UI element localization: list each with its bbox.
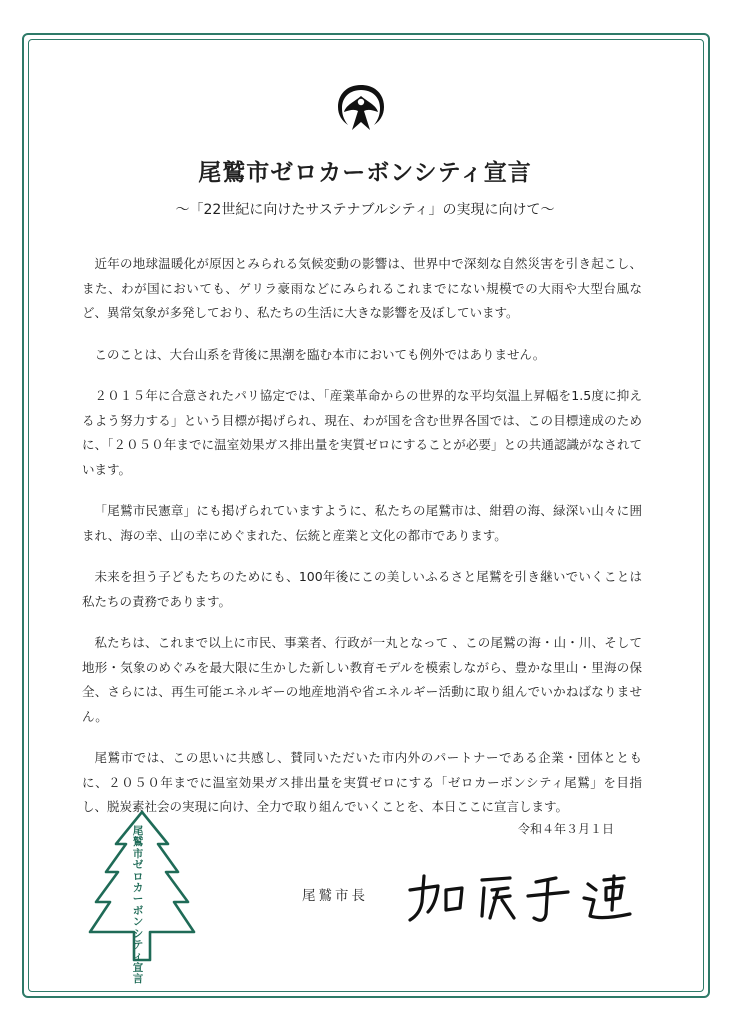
paragraph-5: 未来を担う子どもたちのためにも、100年後にこの美しいふるさと尾鷲を引き継いでいくことは私たちの責務であります。 [82,569,642,609]
mayor-title: 尾鷲市長 [302,888,368,904]
handwritten-signature [398,868,638,928]
city-emblem-icon [334,82,388,136]
paragraph-7: 尾鷲市では、この思いに共感し、賛同いただいた市内外のパートナーである企業・団体とともに、２０５０年までに温室効果ガス排出量を実質ゼロにする「ゼロカーボンシティ尾鷲」を目指し、脱炭素社会の実現に向け、全力で取り組んでいくことを、本日ここに宣言します。 [82,750,642,814]
page-title: 尾鷲市ゼロカーボンシティ宣言 [198,160,532,186]
paragraph-3: ２０１５年に合意されたパリ協定では、「産業革命からの世界的な平均気温上昇幅を1.5度に抑えるよう努力する」という目標が掲げられ、現在、わが国を含む世界各国では、この目標達成のために、「２０５０年までに温室効果ガス排出量を実質ゼロにすることが必要」との共通認識がなされています。 [82,388,642,477]
paragraph-1: 近年の地球温暖化が原因とみられる気候変動の影響は、世界中で深刻な自然災害を引き起こし、また、わが国においても、ゲリラ豪雨などにみられるこれまでにない規模での大雨や大型台風など、異常気象が多発しており、私たちの生活に大きな影響を及ぼしています。 [82,256,642,320]
paragraph-4: 「尾鷲市民憲章」にも掲げられていますように、私たちの尾鷲市は、紺碧の海、緑深い山々に囲まれ、海の幸、山の幸にめぐまれた、伝統と産業と文化の都市であります。 [82,503,642,543]
paragraph-2: このことは、大台山系を背後に黒潮を臨む本市においても例外ではありません。 [94,346,546,362]
declaration-body [82,252,642,837]
paragraph-6: 私たちは、これまで以上に市民、事業者、行政が一丸となって 、この尾鷲の海・山・川、そして地形・気象のめぐみを最大限に生かした新しい教育モデルを模索しながら、豊かな里山・里海の保全、さらには、再生可能エネルギーの地産地消や省エネルギー活動に取り組んでいかねばなりません。 [82,635,642,724]
tree-logo-label: 尾鷲市ゼロカーボンシティ宣言 [132,825,144,986]
declaration-date: 令和４年３月１日 [518,822,615,836]
page-subtitle: ～「22世紀に向けたサステナブルシティ」の実現に向けて～ [175,202,555,218]
